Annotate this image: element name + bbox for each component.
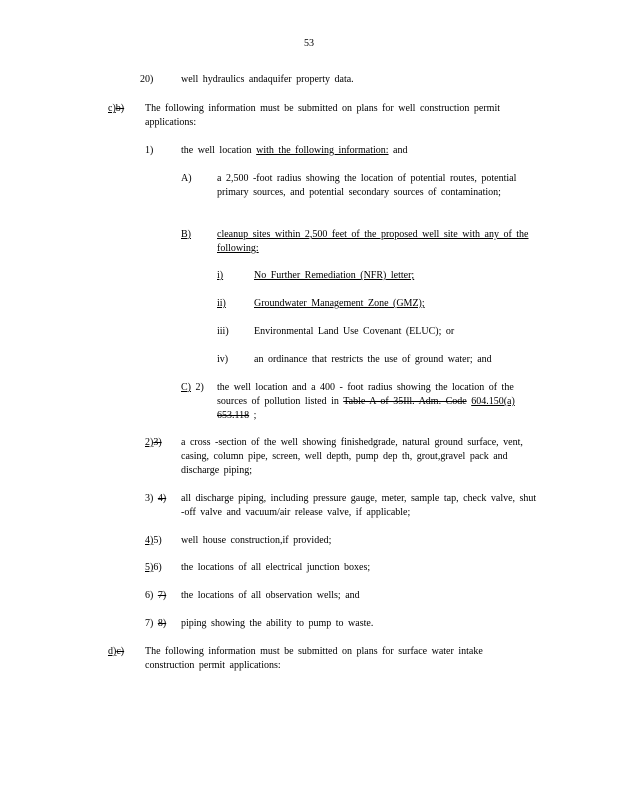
item-C-text-main: the well location and a 400 - foot radius showing the location of the sources of pollution listed in xyxy=(217,382,514,407)
item-20-label: 20) xyxy=(140,74,154,85)
item-c1-label: 1) xyxy=(145,145,154,156)
item-C-text xyxy=(217,381,539,423)
item-c4-label xyxy=(145,534,162,548)
item-c5-label xyxy=(145,561,162,575)
inserted-label: c) xyxy=(108,103,116,114)
inserted-label: 2) xyxy=(145,437,154,448)
item-c6-text: the locations of all observation wells; and xyxy=(181,590,360,601)
inserted-label: 7) xyxy=(145,618,154,629)
item-c2-label xyxy=(145,436,162,450)
item-Bi-label: i) xyxy=(217,270,224,281)
item-Biv-text: an ordinance that restricts the use of ground water; and xyxy=(254,354,492,365)
item-c1-pre: the well location xyxy=(181,145,252,156)
item-C-deleted-ref: Table A of 35Ill. Adm. Code xyxy=(343,396,467,407)
inserted-label: 5) xyxy=(145,562,154,573)
section-d-label xyxy=(108,645,124,659)
inserted-label: 4) xyxy=(145,535,154,546)
deleted-label: 7) xyxy=(157,590,167,601)
item-c6-label xyxy=(145,589,166,603)
section-d-text: The following information must be submitted on plans for surface water intake construction permit applications: xyxy=(145,646,483,671)
item-c1-inserted: with the following information: xyxy=(256,145,389,156)
item-c4-text: well house construction,if provided; xyxy=(181,535,332,546)
item-C-label xyxy=(181,381,204,395)
deleted-label: 4) xyxy=(157,493,167,504)
item-C-deleted-code: 653.118 xyxy=(217,410,250,421)
section-c-text: The following information must be submitted on plans for well construction permit applications: xyxy=(145,103,500,128)
deleted-label: b) xyxy=(115,103,125,114)
deleted-label: 5) xyxy=(153,535,162,546)
item-A-text: a 2,500 -foot radius showing the location of potential routes, potential primary sources, and potential secondary sources of contamination; xyxy=(217,173,517,198)
item-c7-text: piping showing the ability to pump to waste. xyxy=(181,618,374,629)
deleted-label: c) xyxy=(116,646,125,657)
inserted-label: 6) xyxy=(145,590,154,601)
item-c1-text xyxy=(181,144,407,158)
item-Bi-text: No Further Remediation (NFR) letter; xyxy=(254,270,415,281)
item-c3-text: all discharge piping, including pressure gauge, meter, sample tap, check valve, shut -off valve and vacuum/air release valve, if applicable; xyxy=(181,493,537,518)
item-c3-label xyxy=(145,492,166,506)
item-Biv-label: iv) xyxy=(217,354,229,365)
inserted-label: C) xyxy=(181,382,191,393)
deleted-label: 2) xyxy=(195,382,204,393)
inserted-label: 3) xyxy=(145,493,154,504)
inserted-label: d) xyxy=(108,646,117,657)
item-20-text: well hydraulics andaquifer property data. xyxy=(181,74,354,85)
item-c7-label xyxy=(145,617,166,631)
item-B-label: B) xyxy=(181,229,191,240)
item-Bii-text: Groundwater Management Zone (GMZ); xyxy=(254,298,425,309)
item-C-inserted-code: 604.150(a) xyxy=(471,396,515,407)
item-c5-text: the locations of all electrical junction boxes; xyxy=(181,562,371,573)
deleted-label: 3) xyxy=(153,437,162,448)
item-B-text: cleanup sites within 2,500 feet of the proposed well site with any of the following: xyxy=(217,229,529,254)
item-Bii-label: ii) xyxy=(217,298,226,309)
section-c-label xyxy=(108,102,124,116)
item-c1-post: and xyxy=(393,145,408,156)
item-Biii-text: Environmental Land Use Covenant (ELUC); or xyxy=(254,326,455,337)
item-c2-text: a cross -section of the well showing finishedgrade, natural ground surface, vent, casing, column pipe, screen, well depth, pump dep th, grout,gravel pack and discharge piping; xyxy=(181,437,523,476)
item-A-label: A) xyxy=(181,173,192,184)
deleted-label: 8) xyxy=(157,618,167,629)
item-Biii-label: iii) xyxy=(217,326,229,337)
page-number: 53 xyxy=(304,38,314,49)
item-C-tail: ; xyxy=(253,410,257,421)
deleted-label: 6) xyxy=(153,562,162,573)
